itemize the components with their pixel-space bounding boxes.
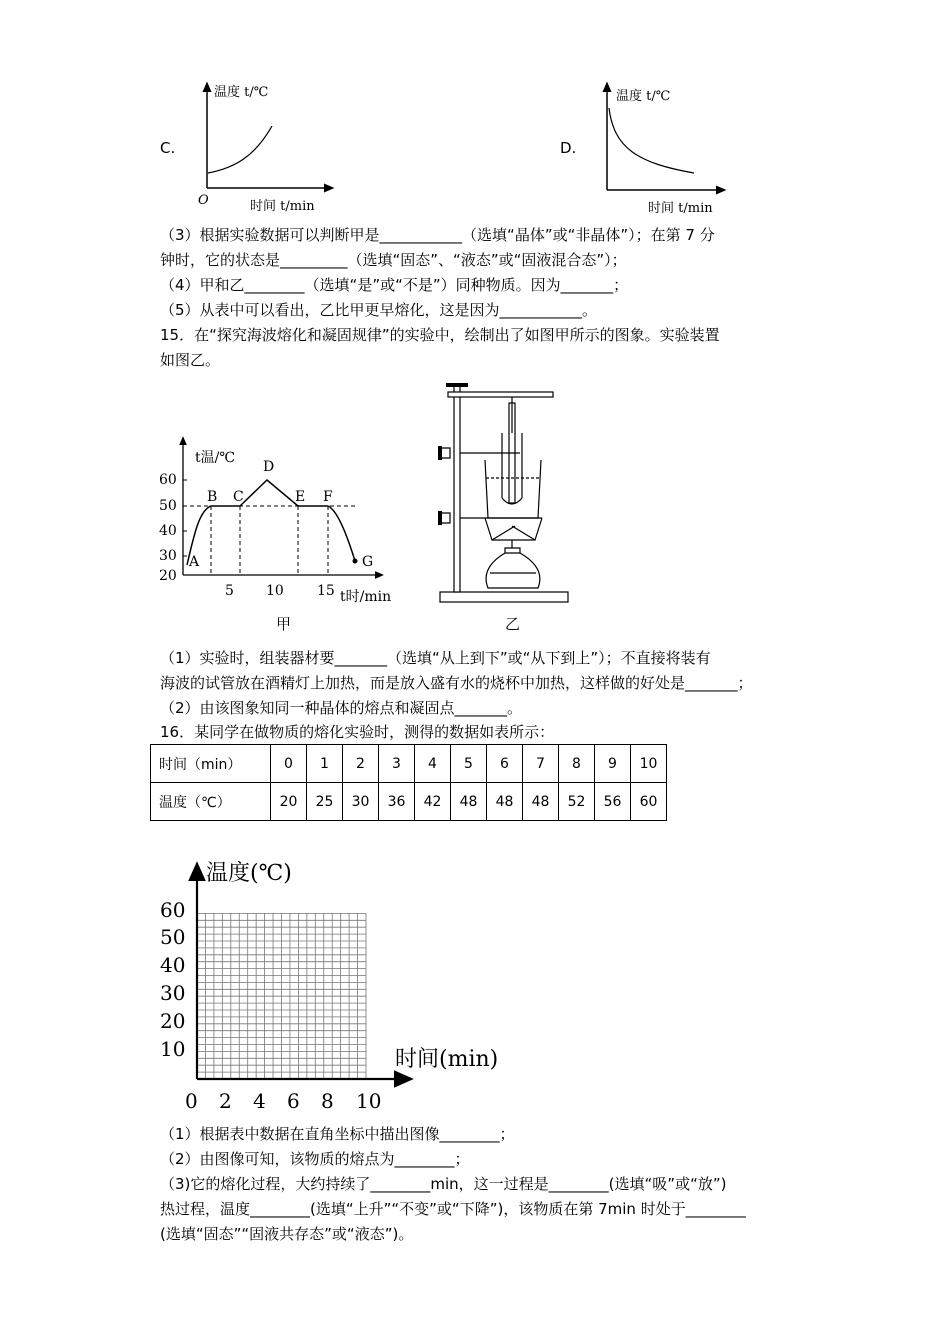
y-tick-10: 10 (160, 1037, 186, 1061)
rising-curve (208, 126, 272, 173)
table-cell: 3 (379, 745, 415, 783)
x-axis-label: 时间 t/min (648, 201, 713, 216)
y-tick-50: 50 (160, 925, 186, 949)
option-c-label: C. (160, 139, 176, 157)
table-cell: 48 (523, 783, 559, 821)
q15-part1-line2: 海波的试管放在酒精灯上加热，而是放入盛有水的烧杯中加热，这样做的好处是_______； (160, 674, 753, 692)
point-e-label: E (295, 489, 306, 505)
point-c-label: C (233, 489, 244, 505)
table-cell: 2 (343, 745, 379, 783)
origin-label: O (198, 193, 209, 208)
q16-part1: （1）根据表中数据在直角坐标中描出图像________； (160, 1125, 515, 1143)
q14-part4: （4）甲和乙________（选填“是”或“不是”）同种物质。因为_______； (160, 276, 629, 294)
q15-figure-yi-apparatus (430, 378, 580, 608)
x-tick-5: 5 (225, 583, 234, 599)
q14-part3-line2: 钟时，它的状态是_________（选填“固态”、“液态”或“固液混合态”）； (160, 251, 627, 269)
y-tick-20: 20 (160, 1009, 186, 1033)
y-tick-40: 40 (159, 523, 177, 539)
table-cell: 25 (307, 783, 343, 821)
table-cell: 7 (523, 745, 559, 783)
table-cell: 9 (595, 745, 631, 783)
table-cell: 36 (379, 783, 415, 821)
table-cell: 20 (271, 783, 307, 821)
table-cell: 48 (451, 783, 487, 821)
q16-part3-line2: 热过程，温度________(选填“上升”“不变”或“下降”)，该物质在第 7min 时处于________ (160, 1200, 746, 1218)
table-cell: 5 (451, 745, 487, 783)
q15-figure-jia-graph (155, 435, 405, 615)
y-axis-label: 温度 t/℃ (214, 85, 269, 100)
q16-intro: 16．某同学在做物质的熔化实验时，测得的数据如表所示： (160, 723, 555, 741)
x-tick-10: 10 (266, 583, 284, 599)
x-tick-2: 2 (219, 1089, 232, 1113)
q14-part5: （5）从表中可以看出，乙比甲更早熔化，这是因为___________。 (160, 301, 598, 319)
y-tick-50: 50 (159, 498, 177, 514)
x-tick-6: 6 (287, 1089, 300, 1113)
point-d-label: D (263, 459, 275, 475)
x-tick-8: 8 (321, 1089, 334, 1113)
table-cell: 48 (487, 783, 523, 821)
y-tick-60: 60 (159, 472, 177, 488)
y-tick-60: 60 (160, 898, 186, 922)
table-cell: 60 (631, 783, 667, 821)
q16-data-table (150, 744, 667, 821)
table-cell: 52 (559, 783, 595, 821)
q15-intro-line2: 如图乙。 (160, 351, 221, 369)
y-tick-30: 30 (159, 548, 177, 564)
x-tick-4: 4 (253, 1089, 266, 1113)
q14-part3-line1: （3）根据实验数据可以判断甲是___________（选填“晶体”或“非晶体”）；在第 7 分 (160, 226, 715, 244)
q16-part3-line1: （3)它的熔化过程，大约持续了________min，这一过程是________(选填“吸”或“放”) (160, 1175, 727, 1193)
row-header-temperature: 温度（℃） (151, 783, 271, 821)
q16-blank-grid (150, 850, 520, 1115)
x-axis-label: t时/min (340, 589, 392, 605)
point-a-label: A (189, 554, 200, 570)
x-tick-15: 15 (317, 583, 335, 599)
y-tick-20: 20 (159, 568, 177, 584)
point-f-label: F (323, 489, 333, 505)
q16-part3-line3: (选填“固态”“固液共存态”或“液态”)。 (160, 1225, 414, 1243)
x-axis-label: 时间(min) (395, 1047, 499, 1072)
table-cell: 8 (559, 745, 595, 783)
fig-yi-caption: 乙 (505, 615, 521, 633)
falling-curve (609, 108, 694, 173)
table-row-temperature (151, 783, 667, 821)
table-cell: 56 (595, 783, 631, 821)
y-axis-label: 温度 t/℃ (616, 89, 671, 104)
point-g-dot (353, 559, 358, 564)
y-tick-30: 30 (160, 981, 186, 1005)
dashed-guides (183, 506, 355, 575)
table-cell: 4 (415, 745, 451, 783)
grid-lines (197, 913, 366, 1079)
x-axis-label: 时间 t/min (250, 199, 315, 214)
table-row-time (151, 745, 667, 783)
q15-part1-line1: （1）实验时，组装器材要_______（选填“从上到下”或“从下到上”）；不直接将装有 (160, 649, 711, 667)
fig-jia-caption: 甲 (276, 615, 292, 633)
option-c-graph (190, 78, 340, 218)
table-cell: 1 (307, 745, 343, 783)
y-axis-label: t温/℃ (195, 450, 236, 466)
y-tick-40: 40 (160, 953, 186, 977)
point-b-label: B (207, 489, 218, 505)
q16-part2: （2）由图像可知，该物质的熔点为________； (160, 1150, 470, 1168)
option-d-label: D. (560, 139, 577, 157)
table-cell: 10 (631, 745, 667, 783)
q15-intro-line1: 15．在“探究海波熔化和凝固规律”的实验中，绘制出了如图甲所示的图象。实验装置 (160, 326, 720, 344)
table-cell: 0 (271, 745, 307, 783)
point-g-label: G (362, 554, 374, 570)
q15-part2: （2）由该图象知同一种晶体的熔点和凝固点_______。 (160, 699, 523, 717)
x-tick-0: 0 (185, 1089, 198, 1113)
y-axis-label: 温度(℃) (206, 861, 292, 886)
x-tick-10: 10 (356, 1089, 382, 1113)
option-d-graph (592, 78, 742, 218)
table-cell: 42 (415, 783, 451, 821)
row-header-time: 时间（min） (151, 745, 271, 783)
table-cell: 6 (487, 745, 523, 783)
table-cell: 30 (343, 783, 379, 821)
